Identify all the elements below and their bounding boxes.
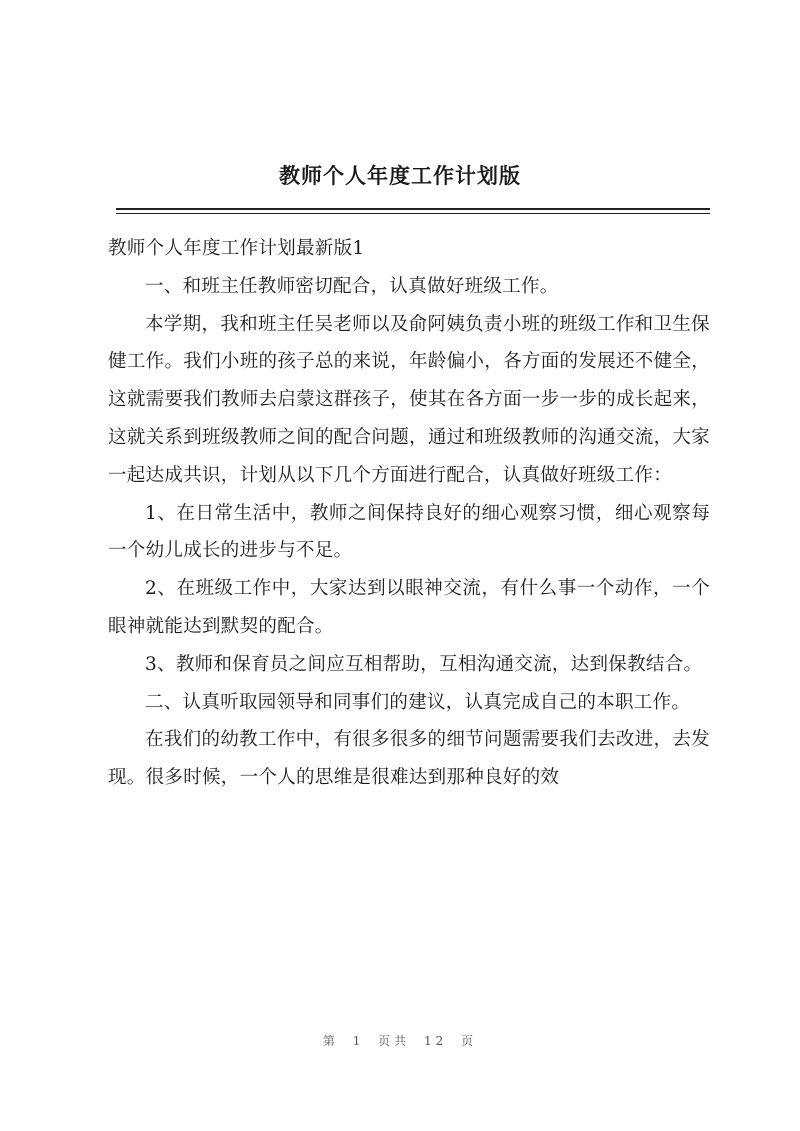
title-divider-thin	[116, 213, 710, 214]
body-paragraph: 本学期，我和班主任吴老师以及俞阿姨负责小班的班级工作和卫生保健工作。我们小班的孩子总的来说，年龄偏小，各方面的发展还不健全，这就需要我们教师去启蒙这群孩子，使其在各方面一步一步的成长起来，这就关系到班级教师之间的配合问题，通过和班级教师的沟通交流，大家一起达成共识，计划从以下几个方面进行配合，认真做好班级工作：	[108, 313, 710, 486]
section-heading-two: 二、认真听取园领导和同事们的建议，认真完成自己的本职工作。	[145, 691, 691, 713]
body-paragraph: 在我们的幼教工作中，有很多很多的细节问题需要我们去改进，去发现。很多时候，一个人的思维是很难达到那种良好的效	[108, 729, 710, 789]
subtitle-paragraph: 教师个人年度工作计划最新版1	[108, 238, 365, 259]
document-title: 教师个人年度工作计划版	[279, 163, 521, 188]
section-heading-one: 一、和班主任教师密切配合，认真做好班级工作。	[145, 275, 559, 297]
list-item-three: 3、教师和保育员之间应互相帮助，互相沟通交流，达到保教结合。	[145, 653, 703, 675]
list-item-two: 2、在班级工作中，大家达到以眼神交流，有什么事一个动作，一个眼神就能达到默契的配合。	[108, 578, 710, 637]
page-number-footer: 第 1 页共 12 页	[322, 1034, 478, 1048]
list-item-one: 1、在日常生活中，教师之间保持良好的细心观察习惯，细心观察每一个幼儿成长的进步与不足。	[108, 502, 710, 562]
document-body	[108, 230, 710, 797]
title-divider-thick	[116, 208, 710, 210]
